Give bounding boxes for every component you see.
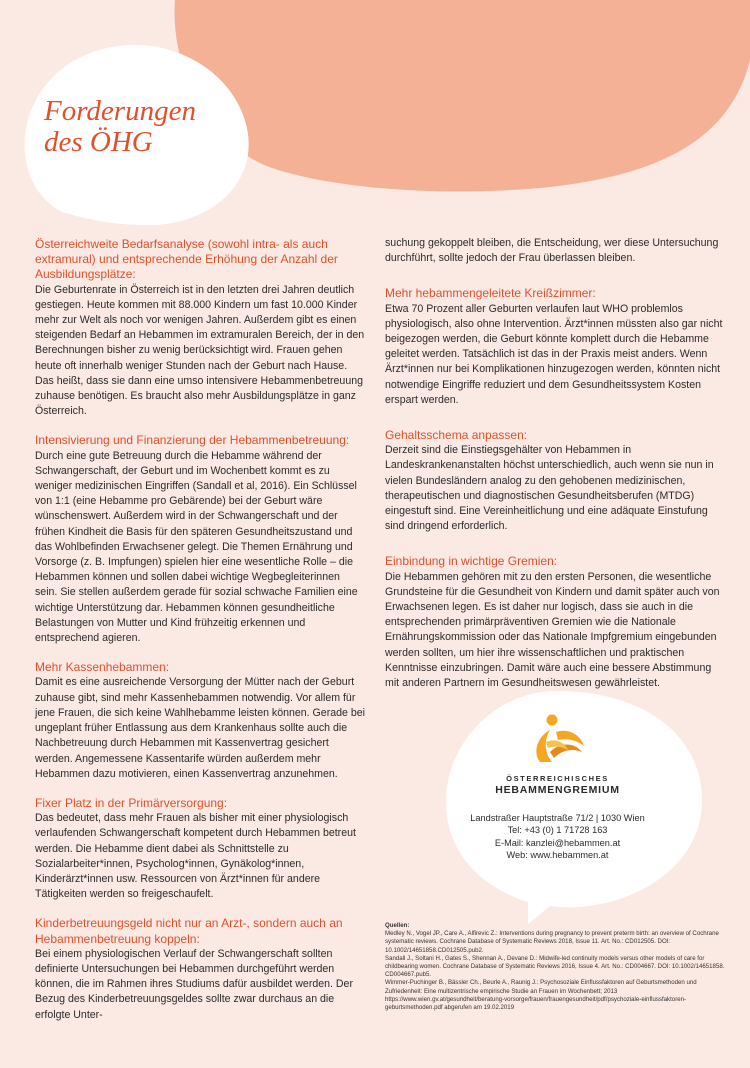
stylized-midwife-logo-icon	[528, 712, 588, 768]
section-kinderbetreuungsgeld	[35, 916, 365, 1022]
page-title	[44, 96, 196, 158]
section-heading: Gehaltsschema anpassen:	[385, 428, 528, 443]
organization-logo-block	[440, 712, 675, 862]
continued-text: suchung gekoppelt bleiben, die Entscheidung, wer diese Untersuchung durchführt, sollte jedoch der Frau überlassen bleiben.	[385, 237, 719, 265]
section-gehaltsschema	[385, 428, 723, 534]
section-heading: Mehr Kassenhebammen:	[35, 660, 170, 675]
org-name-line-2: HEBAMMENGREMIUM	[495, 784, 620, 796]
reference-item: Wimmer-Puchinger B., Bässler Ch., Beurle A., Raunig J.: Psychosoziale Einflussfaktoren auf Geburtsmethoden und Zufriedenheit: Eine multizentrische empirische Studie an Frauen im Wochenbett; 2013 https://www.wien.gv.at/gesundheit/beratung-vorsorge/frauen/frauengesundheit/pdf/psychoziale-einflussfaktoren-geburtsmethoden.pdf abgerufen am 19.02.2019	[385, 979, 697, 1012]
phone: Tel: +43 (0) 1 71728 163	[507, 825, 608, 836]
section-heading: Fixer Platz in der Primärversorgung:	[35, 795, 228, 810]
section-body: Derzeit sind die Einstiegsgehälter von Hebammen in Landeskrankenanstalten höchst unterschiedlich, auch wenn sie nun in vielen Bundesländern analog zu den gehobenen medizinischen, therapeutischen und diagnostischen Gesundheitsberufen (MTDG) eingestuft sind. Eine Vereinheitlichung und eine adäquate Einstufung sind dringend erforderlich.	[385, 444, 714, 533]
section-body: Die Geburtenrate in Österreich ist in den letzten drei Jahren deutlich gestiegen. Heute kommen mit 88.000 Kindern um fast 10.000 Kinder mehr zur Welt als noch vor wenigen Jahren. Außerdem gibt es einen steigenden Bedarf an Hebammen im extramuralen Bereich, der in den Berechnungen bisher zu wenig berücksichtigt wird. Frauen gehen heute oft innerhalb weniger Stunden nach der Geburt nach Hause. Das heißt, dass sie dann eine umso intensivere Hebammenbetreuung zuhause benötigen. Es braucht also mehr Ausbildungsplätze in ganz Österreich.	[35, 283, 365, 418]
section-primaerversorgung	[35, 796, 365, 902]
section-bedarfsanalyse	[35, 237, 365, 419]
reference-item: Medley N., Vogel JP., Care A., Alfirevic Z.: Interventions during pregnancy to prevent preterm birth: an overview of Cochrane systematic reviews. Cochrane Database of Systematic Reviews 2018, Issue 11. Art. No.: CD012505. DOI: 10.1002/14651858.CD012505.pub2.	[385, 930, 719, 954]
reference-item: Sandall J., Soltani H., Gates S., Shennan A., Devane D.: Midwife-led continuity models versus other models of care for childbearing women. Cochrane Database of Systematic Reviews 2016, Issue 4. Art. No.: CD004667. DOI: 10.1002/14651858. CD004667.pub5.	[385, 954, 725, 979]
page-title-line-1: Forderungen	[44, 95, 196, 127]
section-body: Bei einem physiologischen Verlauf der Schwangerschaft sollten definierte Untersuchungen bei Hebammen durchgeführt werden können, die im Rahmen ihres Studiums dafür ausbildet werden. Der Bezug des Kinderbetreuungsgeldes sollte zwar durchaus an die erfolgte Unter-	[35, 947, 353, 1021]
references	[385, 922, 730, 1012]
section-body: Durch eine gute Betreuung durch die Hebamme während der Schwangerschaft, der Geburt und im Wochenbett kommt es zu weniger medizinischen Eingriffen (Sandall et al, 2016). Ein Schlüssel von 1:1 (eine Hebamme pro Gebärende) bei der Geburt wäre wünschenswert. Außerdem wird in der Schwangerschaft und der frühen Kindheit die Basis für den späteren Gesundheitszustand und das Wohlbefinden Erwachsener gelegt. Die Themen Ernährung und Vorsorge (z. B. Impfungen) spielen hier eine wesentliche Rolle – die Hebammen können und sollen dabei wichtige Wegbegleiterinnen sein. Sie stellen außerdem gerade für sozial schwache Familien eine wichtige Unterstützung dar. Hebammen können gesundheitliche Belastungen von Mutter und Kind frühzeitig erkennen und entsprechend agieren.	[35, 449, 358, 645]
left-column	[35, 237, 365, 1037]
email-link[interactable]: E-Mail: kanzlei@hebammen.at	[494, 837, 621, 848]
section-heading: Österreichweite Bedarfsanalyse (sowohl intra- als auch extramural) und entsprechende Erhöhung der Anzahl der Ausbildungsplätze:	[35, 237, 338, 282]
contact-info	[440, 812, 675, 862]
section-gremien	[385, 554, 723, 691]
org-name-line-1: ÖSTERREICHISCHES	[506, 774, 609, 783]
section-body: Damit es eine ausreichende Versorgung der Mütter nach der Geburt zuhause gibt, sind mehr Kassenhebammen notwendig. Vor allem für jene Frauen, die sich keine Wahlhebamme leisten können. Gerade bei ungeplant früher Entlassung aus dem Krankenhaus sollte auch die Nachbetreuung durch Hebammen mit Kassenvertrag gesichert werden. Angemessene Kassentarife würden außerdem mehr Hebammen dazu motivieren, einen Kassenvertrag anzunehmen.	[35, 676, 365, 780]
section-kassenhebammen	[35, 660, 365, 782]
page-title-line-2: des ÖHG	[44, 126, 153, 158]
address: Landstraßer Hauptstraße 71/2 | 1030 Wien	[470, 813, 645, 823]
peach-blob-shape	[175, 0, 750, 191]
section-hebammenbetreuung	[35, 433, 365, 646]
section-heading: Einbindung in wichtige Gremien:	[385, 554, 558, 569]
section-body: Die Hebammen gehören mit zu den ersten Personen, die wesentliche Grundsteine für die Gesundheit von Kindern und damit später auch von Erwachsenen legen. Es ist daher nur logisch, dass sie auch in die entsprechenden primärpräventiven Gremien wie die Nationale Ernährungskommission oder das Nationale Impfgremium eingebunden werden sollten, um hier ihre wissenschaftlichen und praktischen Kenntnisse einzubringen. Damit wäre auch eine bessere Abstimmung mit anderen Partnern im Gesundheitswesen gewährleistet.	[385, 570, 720, 690]
section-body: Das bedeutet, dass mehr Frauen als bisher mit einer physiologisch verlaufenden Schwangerschaft kompetent durch Hebammen betreut werden. Die Hebamme dient dabei als Schnittstelle zu Sozialarbeiter*innen, Psycholog*innen, Gynäkolog*innen, Kinderärzt*innen usw. Ressourcen von Ärzt*innen für andere Tätigkeiten werden so freigeschaufelt.	[35, 812, 356, 901]
section-heading: Intensivierung und Finanzierung der Hebammenbetreuung:	[35, 433, 350, 448]
section-heading: Kinderbetreuungsgeld nicht nur an Arzt-, sondern auch an Hebammenbetreuung koppeln:	[35, 916, 343, 946]
section-kreisszimmer	[385, 286, 723, 408]
web-link[interactable]: Web: www.hebammen.at	[506, 850, 609, 861]
section-heading: Mehr hebammengeleitete Kreißzimmer:	[385, 286, 596, 301]
right-column	[385, 236, 723, 711]
references-heading: Quellen:	[385, 922, 410, 929]
section-body: Etwa 70 Prozent aller Geburten verlaufen laut WHO problemlos physiologisch, also ohne Intervention. Ärzt*innen müssten also gar nicht beigezogen werden, die Geburt könnte komplett durch die Hebamme geleitet werden. Tatsächlich ist das in der Praxis meist anders. Wenn Ärzt*innen nur bei Komplikationen hinzugezogen werden, könnten nicht notwendige Eingriffe reduziert und dem Gesundheitssystem Kosten erspart werden.	[385, 302, 723, 406]
section-continuation	[385, 236, 723, 266]
